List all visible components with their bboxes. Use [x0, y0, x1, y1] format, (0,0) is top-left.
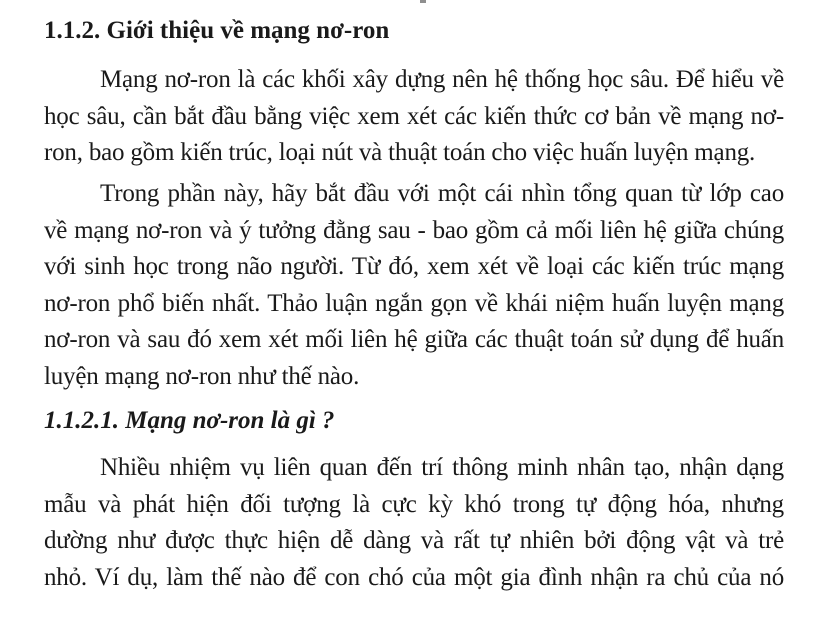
section-paragraph-1 — [44, 62, 784, 172]
paragraph-line: mẫu và phát hiện đối tượng là cực kỳ khó trong tự động hóa, nhưng — [44, 490, 784, 518]
paragraph-line: Nhiều nhiệm vụ liên quan đến trí thông minh nhân tạo, nhận dạng — [100, 454, 784, 481]
section-paragraph-2 — [44, 176, 784, 395]
paragraph-line: dường như được thực hiện dễ dàng và rất tự nhiên bởi động vật và trẻ — [44, 527, 784, 554]
paragraph-line: luyện mạng nơ-ron như thế nào. — [44, 362, 360, 390]
paragraph-line: ron, bao gồm kiến trúc, loại nút và thuật toán cho việc huấn luyện mạng. — [44, 139, 756, 166]
paragraph-line: học sâu, cần bắt đầu bằng việc xem xét các kiến thức cơ bản về mạng nơ- — [44, 102, 784, 130]
paragraph-line: nhỏ. Ví dụ, làm thế nào để con chó của một gia đình nhận ra chủ của nó — [44, 563, 784, 591]
paragraph-line: nơ-ron và sau đó xem xét mối liên hệ giữa các thuật toán sử dụng để huấn — [44, 326, 784, 353]
subsection-paragraph-1 — [44, 450, 784, 596]
paragraph-line: về mạng nơ-ron và ý tưởng đằng sau - bao gồm cả mối liên hệ giữa chúng — [44, 216, 784, 244]
paragraph-line: Trong phần này, hãy bắt đầu với một cái nhìn tổng quan từ lớp cao — [100, 180, 784, 207]
paragraph-line: với sinh học trong não người. Từ đó, xem xét về loại các kiến trúc mạng — [44, 253, 784, 280]
cropped-text-fragment — [420, 0, 426, 3]
paragraph-line: Mạng nơ-ron là các khối xây dựng nên hệ thống học sâu. Để hiểu về — [100, 66, 784, 93]
subsection-heading: 1.1.2.1. Mạng nơ-ron là gì ? — [44, 407, 335, 434]
paragraph-line: nơ-ron phổ biến nhất. Thảo luận ngắn gọn về khái niệm huấn luyện mạng — [44, 289, 784, 317]
section-heading: 1.1.2. Giới thiệu về mạng nơ-ron — [44, 17, 390, 44]
